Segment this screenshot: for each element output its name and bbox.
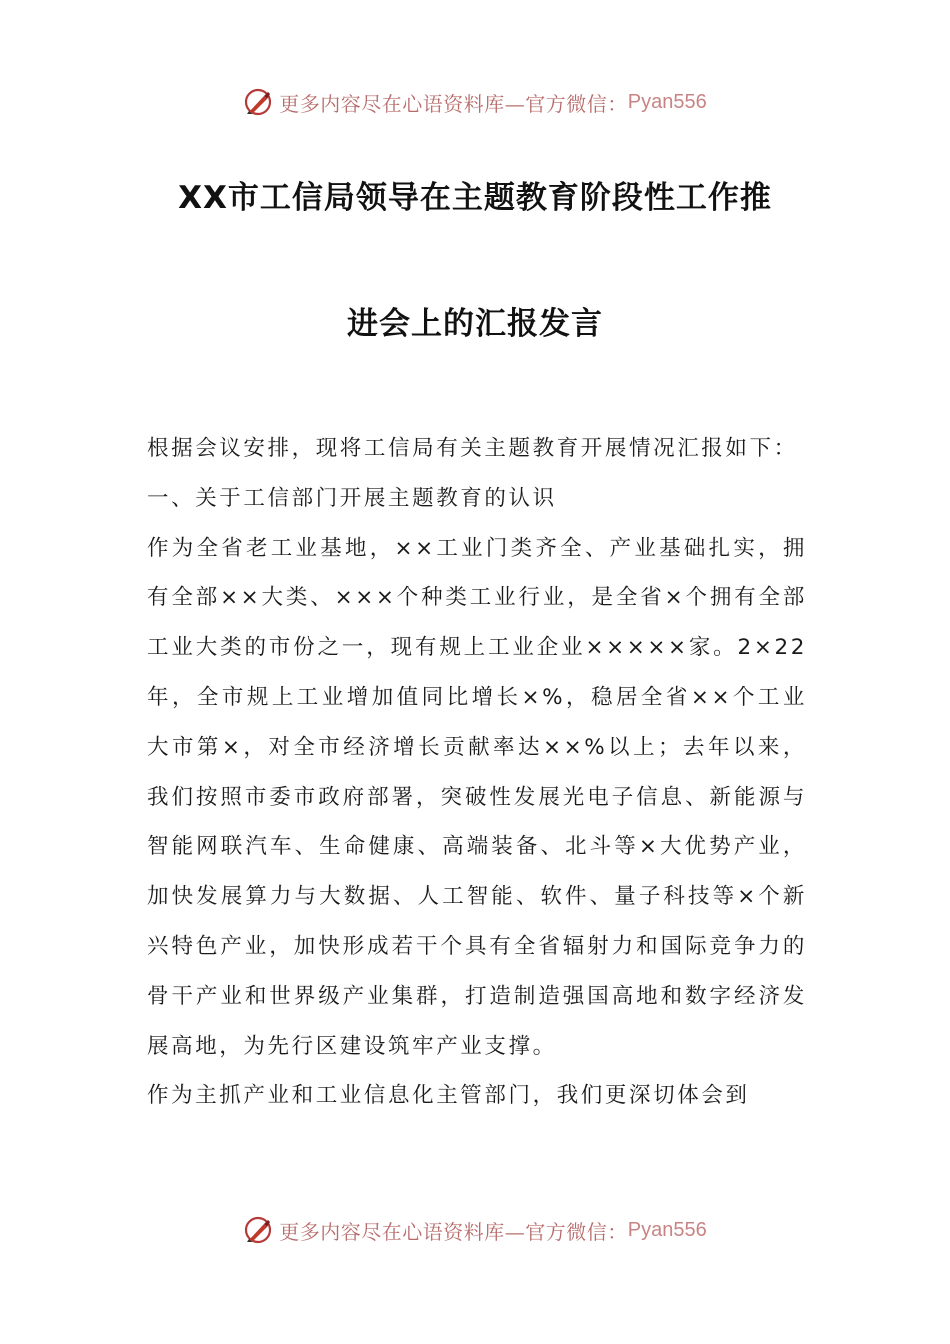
document-title-line-2: 进会上的汇报发言 [347, 306, 603, 342]
section-heading-1: 一、关于工信部门开展主题教育的认识 [147, 485, 557, 511]
watermark-text: 更多内容尽在心语资料库—官方微信： [279, 1219, 628, 1244]
body-paragraph-intro: 根据会议安排，现将工信局有关主题教育开展情况汇报如下： [147, 436, 798, 461]
document-title-line-1: XX市工信局领导在主题教育阶段性工作推 [178, 180, 772, 216]
document-body [147, 424, 807, 1121]
body-paragraph-2: 作为主抓产业和工业信息化主管部门，我们更深切体会到 [147, 1083, 750, 1109]
body-paragraph-1: 作为全省老工业基地，××工业门类齐全、产业基础扎实，拥有全部××大类、×××个种类工业行业，是全省×个拥有全部工业大类的市份之一，现有规上工业企业×××××家。2×22年，全市规上工业增加值同比增长×%，稳居全省××个工业大市第×，对全市经济增长贡献率达××%以上；去年以来，我们按照市委市政府部署，突破性发展光电子信息、新能源与智能网联汽车、生命健康、高端装备、北斗等×大优势产业，加快发展算力与大数据、人工智能、软件、量子科技等×个新兴特色产业，加快形成若干个具有全省辐射力和国际竞争力的骨干产业和世界级产业集群，打造制造强国高地和数字经济发展高地，为先行区建设筑牢产业支撑。 [147, 535, 807, 1059]
header-watermark [0, 80, 950, 124]
watermark-text: 更多内容尽在心语资料库—官方微信： [279, 91, 628, 116]
watermark-wechat-id: Pyan556 [627, 90, 707, 113]
pen-logo-icon [243, 1215, 273, 1245]
pen-logo-icon [243, 87, 273, 117]
footer-watermark [0, 1208, 950, 1252]
watermark-wechat-id: Pyan556 [627, 1218, 707, 1241]
